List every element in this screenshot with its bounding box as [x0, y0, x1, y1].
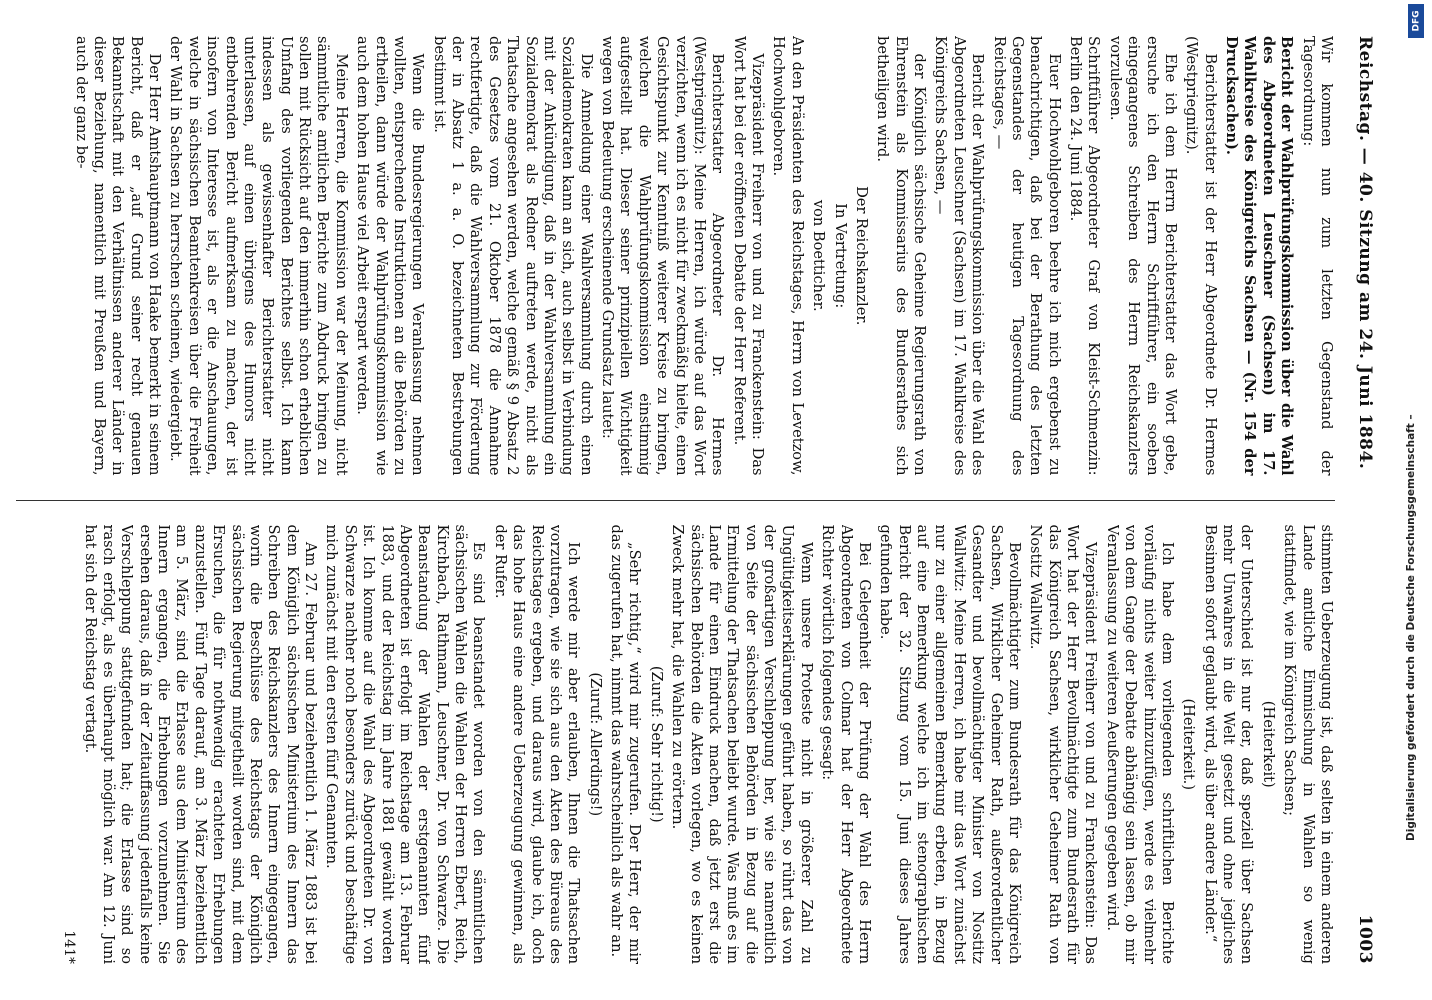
- paragraph: Bericht der Wahlprüfungskommission über die Wahl des Abgeordneten Leuschner (Sachsen) im 17. Wahlkreise des Königreichs Sachsen, —: [932, 36, 987, 476]
- interjection: (Zuruf: Sehr richtig!): [647, 665, 665, 823]
- paragraph: Ehe ich dem Herrn Berichterstatter das Wort gebe, ersuche ich den Herrn Schriftführer, ein soeben eingegangenes Schreiben des Herrn Reichskanzlers vorzulesen.: [1106, 36, 1179, 476]
- signature-mark: 141*: [61, 930, 78, 964]
- interjection: (Zuruf: Allerdings!): [586, 672, 604, 817]
- running-title: Reichstag. — 40. Sitzung am 24. Juni 1884.: [1355, 36, 1375, 470]
- paragraph: Es sind beanstandet worden von den sämmtlichen sächsischen Wahlen die Wahlen der Herren Ebert, Reich, Kirchbach, Rathmann, Leuschner, Dr. von Schwarze. Die Beanstandung der Wahlen der erstgenannten fünf Abgeordneten ist erfolgt im Reichstage am 13. Februar 1883, und der Reichstag im Jahre 1881 gewählt worden ist. Ich komme auf die Wahl des Abgeordneten Dr. von Schwarze nachher noch besonders zurück und beschäftige mich zunächst mit den ersten fünf Genannten.: [323, 524, 488, 964]
- column-divider: [16, 500, 1335, 501]
- paragraph: Wenn die Bundesregierungen Veranlassung nehmen wollten, entsprechende Instruktionen an die Behörden zu ertheilen, dann würde der Wahlprüfungskommission wie auch dem hohen Hause viel Arbeit erspart werden.: [354, 36, 427, 476]
- paragraph: Bevollmächtigter zum Bundesrath für das Königreich Sachsen, Wirklicher Geheimer Rath, außerordentlicher Gesandter und bevollmächtigter Minister von Nostitz Wallwitz: Meine Herren, ich habe mir das Wort zunächst nur zu einer allgemeinen Bemerkung erbeten, in Bezug auf eine Bemerkung welche ich im stenographischen Bericht der 32. Sitzung vom 15. Juni dieses Jahres gefunden habe.: [877, 524, 1023, 964]
- paragraph: Bei Gelegenheit der Prüfung der Wahl des Herrn Abgeordneten von Colmar hat der Herr Abgeordnete Richter wörtlich folgendes gesagt:: [819, 524, 873, 964]
- address-block: An den Präsidenten des Reichstages, Herrn von Levetzow, Hochwohlgeboren.: [770, 36, 806, 476]
- dfg-attribution-text: Digitalisierung gefördert durch die Deutsche Forschungsgemeinschaft –: [1405, 414, 1417, 841]
- dfg-attribution-strip: [1406, 0, 1428, 1000]
- paragraph: Wir kommen nun zum letzten Gegenstand der Tagesordnung:: [1299, 36, 1335, 476]
- paragraph: Vizepräsident Freiherr von und zu Franckenstein: Das Wort hat bei der eröffneten Debatte der Herr Referent.: [730, 36, 767, 476]
- interjection: (Heiterkeit): [1259, 700, 1277, 788]
- left-column: [16, 36, 1335, 476]
- signature-line: In Vertretung:: [831, 203, 849, 309]
- right-column: [16, 525, 1335, 965]
- paragraph: Meine Herren, die Kommission war der Meinung, nicht sämmtliche amtlichen Berichte zum Abdruck bringen zu sollen mit Rücksicht auf den immerhin schon erheblichen Umfang des vorliegenden Berichtes selbst. Ich kann indessen als gewissenhafter Berichterstatter nicht unterlassen, auf einen übrigens des Humors nicht entbehrenden Bericht aufmerksam zu machen, der ist insofern von Interesse ist, als er die Anschauungen, welche in sächsischen Beamtenkreisen über die Freiheit der Wahl in Sachsen zu herrschen scheinen, wiedergiebt.: [167, 36, 350, 476]
- quotation: Wenn unsere Proteste nicht in größerer Zahl zu Ungültigkeitserklärungen geführt haben, so rührt das von der großartigen Verschleppung her, wie sie namentlich von Seite der sächsischen Behörden in Bezug auf die Ermittelung der Thatsachen beliebt wurde. Was muß es im Lande für einen Eindruck machen, daß jetzt erst die sächsischen Behörden die Akten vorlegen, wo es keinen Zweck mehr hat, die Wahlen zu erörtern.: [669, 524, 815, 964]
- paragraph: stimmten Ueberzeugung ist, daß selten in einem anderen Lande amtliche Einmischung in Wahlen so wenig stattfindet, wie im Königreich Sachsen;: [1281, 524, 1335, 964]
- paragraph: Ich werde mir aber erlauben, Ihnen die Thatsachen vorzutragen, wie sie sich aus den Akten des Büreaus des Reichstages ergeben, und daraus wird, glaube ich, doch das hohe Haus eine andere Ueberzeugung gewinnen, als der Rufer.: [491, 524, 583, 964]
- page-number: 1003: [1355, 914, 1375, 964]
- paragraph: Berichterstatter Abgeordneter Dr. Hermes (Westpriegnitz): Meine Herren, ich würde auf das Wort verzichten, wenn ich es nicht für zweckmäßig hielte, einen Gesichtspunkt zur Kenntniß weiterer Kreise zu bringen, welchen die Wahlprüfungskommission einstimmig aufgestellt hat. Dieser seiner prinzipiellen Wichtigkeit wegen von Bedeutung erscheinende Grundsatz lautet:: [599, 36, 727, 476]
- signature-name: von Boetticher.: [810, 199, 828, 312]
- paragraph: Die Anmeldung einer Wahlversammlung durch einen Sozialdemokraten kann an sich, auch selbst in Verbindung mit der Ankündigung, daß in der Wahlversammlung ein Sozialdemokrat als Redner auftreten werde, nicht als Thatsache angesehen werden, welche gemäß § 9 Absatz 2 des Gesetzes vom 21. Oktober 1878 die Annahme rechtfertigte, daß die Wahlversammlung zur Förderung der in Absatz 1 a. a. O. bezeichneten Bestrebungen bestimmt ist.: [430, 36, 595, 476]
- paragraph: der Unterschied ist nur der, daß speziell über Sachsen mehr Unwahres in die Welt gesetzt und ohne jegliches Besinnen sofort geglaubt wird, als über andere Länder.“: [1201, 524, 1256, 964]
- signature-line: Der Reichskanzler.: [853, 186, 870, 326]
- agenda-item: Bericht der Wahlprüfungskommission über die Wahl des Abgeordneten Leuschner (Sachsen) im 17. Wahlkreise des Königreichs Sachsen — (Nr. 154 der Drucksachen).: [1223, 36, 1296, 476]
- paragraph: Berichterstatter ist der Herr Abgeordnete Dr. Hermes (Westpriegnitz).: [1183, 36, 1219, 476]
- paragraph: Vizepräsident Freiherr von und zu Franckenstein: Das Wort hat der Herr Bevollmächtigte zum Bundesrath für das Königreich Sachsen, wirklicher Geheimer Rath von Nostitz Wallwitz.: [1027, 524, 1100, 964]
- paragraph: Der Herr Amtshauptmann von Haake bemerkt in seinem Bericht, daß er „auf Grund seiner recht genauen Bekanntschaft mit den Verhältnissen anderer Länder in dieser Beziehung, namentlich mit Preußen und Bayern, auch der ganz be-: [72, 36, 164, 476]
- text-columns: [16, 36, 1335, 964]
- paragraph: der Königlich sächsische Geheime Regierungsrath von Ehrenstein als Kommissarius des Bundesrathes sich betheiligen wird.: [874, 36, 929, 476]
- paragraph: „Sehr richtig,“ wird mir zugerufen. Der Herr, der mir das zugerufen hat, nimmt das wahrscheinlich als wahr an.: [608, 524, 644, 964]
- interjection: (Heiterkeit.): [1180, 698, 1198, 791]
- paragraph: Am 27. Februar und beziehentlich 1. März 1883 ist bei dem Königlich sächsischen Ministerium des Innern das Schreiben des Reichskanzlers des Innern eingegangen, worin die Beschlüsse des Reichstags der Königlich sächsischen Regierung mitgetheilt worden sind, mit dem Ersuchen, die für nothwendig erachteten Erhebungen anzustellen. Fünf Tage darauf, am 3. März beziehentlich am 5. März, sind die Erlasse aus dem Ministerium des Innern ergangen, die Erhebungen vorzunehmen. Sie ersehen daraus, daß in der Zeitauffassung jedenfalls keine Verschleppung stattgefunden hat; die Erlasse sind so rasch erfolgt, als es überhaupt möglich war. Am 12. Juni hat sich der Reichstag vertagt.: [81, 524, 320, 964]
- paragraph: Ich habe dem vorliegenden schriftlichen Berichte vorläufig nichts weiter hinzuzufügen, werde es vielmehr von dem Gange der Debatte abhängig sein lassen, ob mir Veranlassung zu weiteren Aeußerungen gegeben wird.: [1103, 524, 1176, 964]
- paragraph: Schriftführer Abgeordneter Graf von Kleist-Schmenzin: Berlin den 24. Juni 1884.: [1067, 36, 1103, 476]
- paragraph: Euer Hochwohlgeboren beehre ich mich ergebenst zu benachrichtigen, daß bei der Berathung des letzten Gegenstandes der heutigen Tagesordnung des Reichstages, —: [990, 36, 1063, 476]
- dfg-logo-icon: DFG: [1408, 4, 1424, 38]
- page-header: [1335, 36, 1375, 964]
